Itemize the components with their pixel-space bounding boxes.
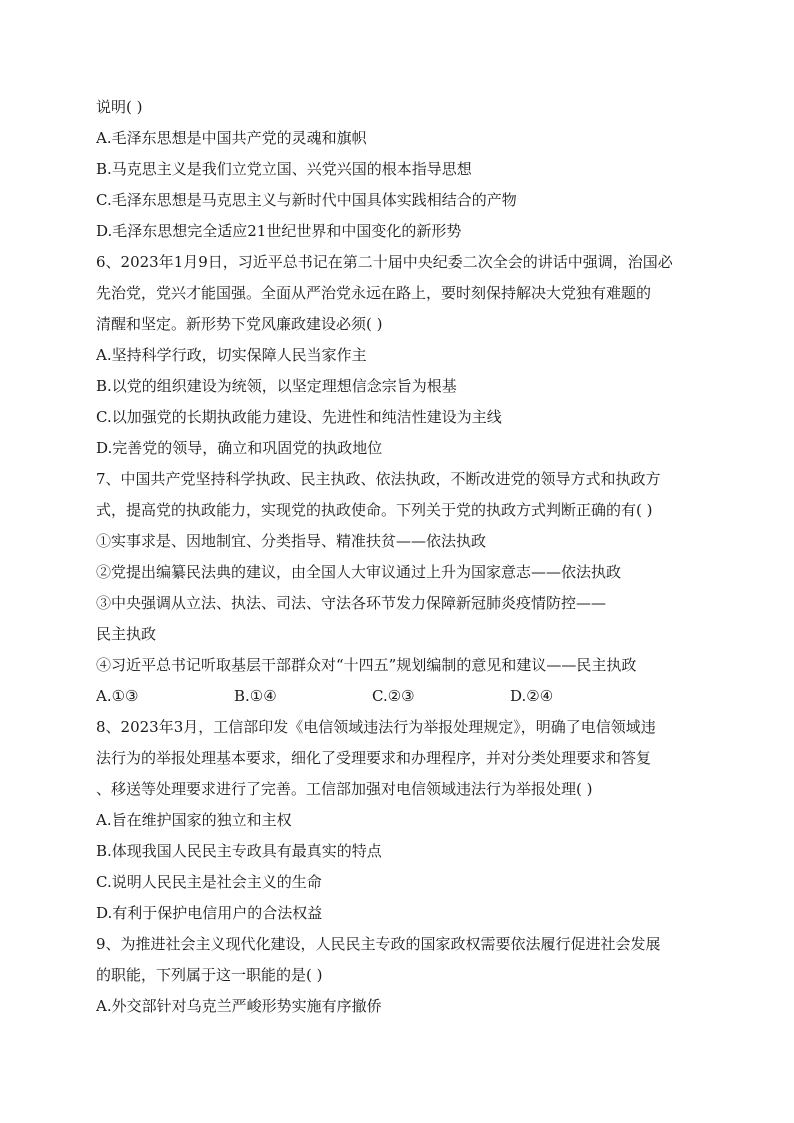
option-a: A.①③ xyxy=(96,687,139,705)
question-6-line: 6、2023年1月9日，习近平总书记在第二十届中央纪委二次全会的讲话中强调，治国必 xyxy=(96,253,673,271)
question-text xyxy=(96,92,702,1022)
statement-3-cont: 民主执政 xyxy=(96,625,157,643)
statement-4: ④习近平总书记听取基层干部群众对“十四五”规划编制的意见和建议——民主执政 xyxy=(96,656,637,674)
option-d: D.有利于保护电信用户的合法权益 xyxy=(96,904,323,922)
question-6-line: 先治党，党兴才能国强。全面从严治党永远在路上，要时刻保持解决大党独有难题的 xyxy=(96,284,652,302)
option-d: D.完善党的领导，确立和巩固党的执政地位 xyxy=(96,439,383,457)
question-8-line: 法行为的举报处理基本要求，细化了受理要求和办理程序，并对分类处理要求和答复 xyxy=(96,749,652,767)
statement-2: ②党提出编纂民法典的建议，由全国人大审议通过上升为国家意志——依法执政 xyxy=(96,563,622,581)
option-a: A.旨在维护国家的独立和主权 xyxy=(96,811,292,829)
question-7-line: 7、中国共产党坚持科学执政、民主执政、依法执政，不断改进党的领导方式和执政方 xyxy=(96,470,661,488)
question-8-line: 、移送等处理要求进行了完善。工信部加强对电信领域违法行为举报处理( ) xyxy=(96,780,593,798)
option-c: C.②③ xyxy=(372,687,415,705)
statement-3: ③中央强调从立法、执法、司法、守法各环节发力保障新冠肺炎疫情防控—— xyxy=(96,594,607,612)
option-a: A.毛泽东思想是中国共产党的灵魂和旗帜 xyxy=(96,129,367,147)
statement-1: ①实事求是、因地制宜、分类指导、精准扶贫——依法执政 xyxy=(96,532,487,550)
option-a: A.外交部针对乌克兰严峻形势实施有序撤侨 xyxy=(96,997,382,1015)
option-a: A.坚持科学行政，切实保障人民当家作主 xyxy=(96,346,367,364)
question-9-line: 的职能，下列属于这一职能的是( ) xyxy=(96,966,323,984)
option-b: B.马克思主义是我们立党立国、兴党兴国的根本指导思想 xyxy=(96,160,472,178)
option-b: B.①④ xyxy=(234,687,277,705)
option-d: D.②④ xyxy=(510,687,554,705)
question-9-line: 9、为推进社会主义现代化建设，人民民主专政的国家政权需要依法履行促进社会发展 xyxy=(96,935,661,953)
option-c: C.毛泽东思想是马克思主义与新时代中国具体实践相结合的产物 xyxy=(96,191,517,209)
text-line: 说明( ) xyxy=(96,98,143,116)
question-6-line: 清醒和坚定。新形势下党风廉政建设必须( ) xyxy=(96,315,383,333)
option-c: C.说明人民民主是社会主义的生命 xyxy=(96,873,322,891)
option-d: D.毛泽东思想完全适应21世纪世界和中国变化的新形势 xyxy=(96,222,462,240)
option-c: C.以加强党的长期执政能力建设、先进性和纯洁性建设为主线 xyxy=(96,408,502,426)
option-b: B.体现我国人民民主专政具有最真实的特点 xyxy=(96,842,382,860)
question-8-line: 8、2023年3月，工信部印发《电信领域违法行为举报处理规定》，明确了电信领域违 xyxy=(96,718,656,736)
question-7-line: 式，提高党的执政能力，实现党的执政使命。下列关于党的执政方式判断正确的有( ) xyxy=(96,501,653,519)
question-7-options xyxy=(96,681,702,712)
option-b: B.以党的组织建设为统领，以坚定理想信念宗旨为根基 xyxy=(96,377,457,395)
